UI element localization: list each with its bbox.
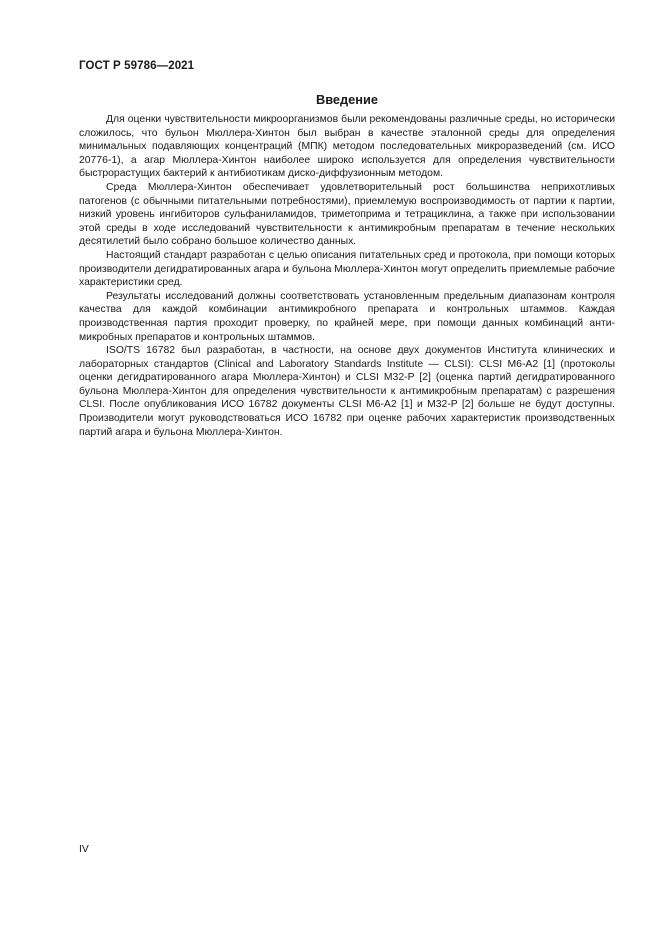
- document-code: ГОСТ Р 59786—2021: [79, 60, 195, 72]
- paragraph: ISO/TS 16782 был разработан, в частности, на основе двух документов Института клинических и лабораторных стандартов (Clinical and Laboratory Standards Institute — CLSI): CLSI M6-A2 [1] (протоколы оценки дегидратированного агара Мюллера-Хинтон) и CLSI M32-P [2] (оценка партий дегидратированного бульона Мюллера-Хинтон для определения чувствительности к антимикробным препаратам) с разрешения CLSI. После опубликования ИСО 16782 документы CLSI M6-A2 [1] и M32-P [2] больше не будут доступны. Производители могут руководствоваться ИСО 16782 при оценке рабочих характеристик производственных партий агара и бульона Мюллера-Хинтон.: [79, 345, 615, 438]
- introduction-body: [79, 113, 615, 439]
- paragraph: Для оценки чувствительности микроорганизмов были рекомендованы различные среды, но исторически сложилось, что бульон Мюллера-Хинтон был выбран в качестве эталонной среды для определения минимальных подавляющих концентраций (МПК) методом последовательных микроразведений (см. ИСО 20776-1), а агар Мюллера-Хинтон наиболее широко используется для определения чувствительности быстрорастущих бактерий к антибиотикам диско-диффузионным методом.: [79, 114, 615, 180]
- page-number: IV: [79, 844, 89, 855]
- paragraph: Результаты исследований должны соответствовать установленным предельным диапазонам контроля качества для каждой комбинации антимикробного препарата и контрольных штаммов. Каждая производственная партия проходит проверку, по крайней мере, при помощи данных комбинаций антимикробных препаратов и контрольных штаммов.: [79, 290, 615, 343]
- section-title: Введение: [315, 92, 378, 107]
- paragraph: Настоящий стандарт разработан с целью описания питательных сред и протокола, при помощи которых производители дегидратированных агара и бульона Мюллера-Хинтон могут определить приемлемые рабочие характеристики сред.: [79, 249, 615, 289]
- paragraph: Среда Мюллера-Хинтон обеспечивает удовлетворительный рост большинства неприхотливых патогенов (с обычными питательными потребностями), приемлемую воспроизводимость от партии к партии, низкий уровень ингибиторов сульфаниламидов, триметоприма и тетрациклина, а также при использовании этой среды в ходе исследований чувствительности к антимикробным препаратам в течение нескольких десятилетий было собрано большое количество данных.: [79, 181, 615, 248]
